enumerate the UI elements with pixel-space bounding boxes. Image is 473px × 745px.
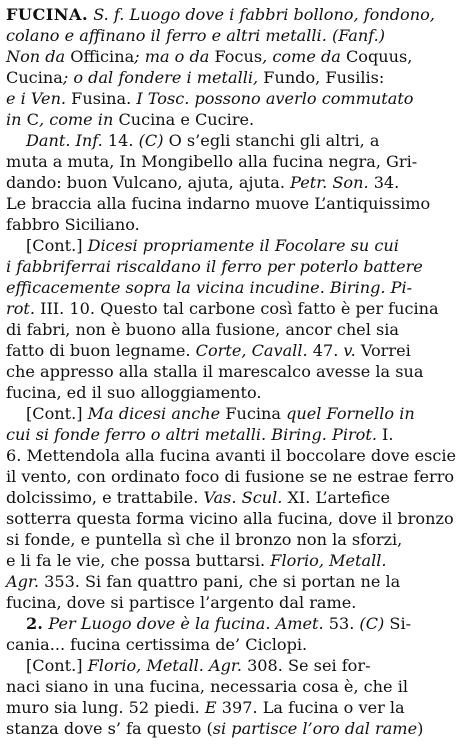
- text-segment: , come da: [262, 47, 346, 66]
- text-segment: , come in: [38, 110, 119, 129]
- text-segment: 397. La fucina o ver la: [216, 698, 405, 717]
- text-line: [6, 571, 467, 592]
- text-segment: 53.: [323, 614, 360, 633]
- text-segment: sotterra questa forma vicino alla fucina, dove il bronzo: [6, 509, 454, 528]
- text-segment: ): [417, 719, 424, 738]
- text-segment: Fucina: [225, 404, 287, 423]
- text-segment: Dant. Inf.: [26, 131, 103, 150]
- text-segment: 308. Se sei for-: [241, 656, 371, 675]
- text-line: [6, 340, 467, 361]
- text-line: [6, 109, 467, 130]
- text-line: [6, 256, 467, 277]
- text-segment: ; ma o da: [134, 47, 215, 66]
- text-segment: fucina, ed il suo alloggiamento.: [6, 383, 262, 402]
- text-line: [6, 487, 467, 508]
- text-segment: 14.: [102, 131, 139, 150]
- text-line: [6, 718, 467, 739]
- text-segment: cui si fonde ferro o altri metalli. Biring. Pirot.: [6, 425, 377, 444]
- text-segment: Officina: [70, 47, 135, 66]
- text-segment: quel Fornello in: [286, 404, 415, 423]
- text-segment: Per Luogo dove è la fucina. Amet.: [48, 614, 324, 633]
- text-segment: colano e affinano il ferro e altri metalli. (Fanf.): [6, 26, 386, 45]
- text-segment: di fabri, non è buono alla fusione, ancor chel sia: [6, 320, 399, 339]
- text-segment: i fabbriferrai riscaldano il ferro per poterlo battere: [6, 257, 423, 276]
- text-segment: Si-: [384, 614, 412, 633]
- text-segment: muro sia lung. 52 piedi.: [6, 698, 205, 717]
- text-segment: ,: [407, 47, 413, 66]
- text-segment: rot.: [6, 299, 35, 318]
- text-segment: fabbro Siciliano.: [6, 215, 140, 234]
- text-line: [6, 172, 467, 193]
- text-line: [6, 361, 467, 382]
- text-segment: fucina, dove si partisce l’argento dal rame.: [6, 593, 357, 612]
- text-segment: [Cont.]: [26, 656, 88, 675]
- text-segment: Florio, Metall. Agr.: [87, 656, 242, 675]
- text-segment: E: [204, 698, 217, 717]
- text-line: [6, 130, 467, 151]
- text-line: [6, 298, 467, 319]
- text-segment: in: [6, 110, 27, 129]
- text-line: [6, 403, 467, 424]
- text-segment: stanza dove s’ fa questo (: [6, 719, 213, 738]
- text-segment: muta a muta, In Mongibello alla fucina negra, Gri-: [6, 152, 418, 171]
- text-segment: (C): [138, 131, 164, 150]
- text-line: [6, 46, 467, 67]
- text-segment: O s’egli stanchi gli altri, a: [163, 131, 380, 150]
- text-line: [6, 655, 467, 676]
- text-line: [6, 67, 467, 88]
- text-line: [6, 466, 467, 487]
- text-segment: 34.: [368, 173, 400, 192]
- text-segment: Dicesi propriamente il Focolare su cui: [87, 236, 399, 255]
- text-line: [6, 214, 467, 235]
- text-segment: si partisce l’oro dal rame: [212, 719, 418, 738]
- text-segment: (C): [359, 614, 385, 633]
- text-segment: Agr.: [6, 572, 39, 591]
- text-line: [6, 4, 467, 25]
- text-line: [6, 697, 467, 718]
- text-segment: si fonde, e puntella sì che il bronzo non la sforzi,: [6, 530, 403, 549]
- text-segment: [Cont.]: [26, 236, 88, 255]
- text-segment: III. 10. Questo tal carbone così fatto è per fucina: [34, 299, 439, 318]
- text-line: [6, 88, 467, 109]
- text-segment: S. f. Luogo dove i fabbri bollono, fondono,: [88, 5, 435, 24]
- text-line: [6, 277, 467, 298]
- text-segment: Florio, Metall.: [270, 551, 387, 570]
- text-segment: Focus: [214, 47, 263, 66]
- text-line: [6, 634, 467, 655]
- text-segment: fatto di buon legname.: [6, 341, 196, 360]
- text-segment: Cucina e Cucire.: [118, 110, 255, 129]
- text-line: [6, 193, 467, 214]
- text-line: [6, 319, 467, 340]
- text-segment: XI. L’artefice: [282, 488, 391, 507]
- text-line: [6, 424, 467, 445]
- text-line: [6, 25, 467, 46]
- text-line: [6, 508, 467, 529]
- text-segment: Le braccia alla fucina indarno muove L’antiquissimo: [6, 194, 431, 213]
- text-line: [6, 235, 467, 256]
- text-line: [6, 151, 467, 172]
- text-segment: naci siano in una fucina, necessaria cosa è, che il: [6, 677, 408, 696]
- text-line: [6, 550, 467, 571]
- text-segment: Vorrei: [355, 341, 411, 360]
- text-segment: Vas. Scul.: [203, 488, 283, 507]
- text-segment: Ma dicesi anche: [87, 404, 226, 423]
- text-segment: FUCINA.: [6, 5, 89, 24]
- text-segment: dolcissimo, e trattabile.: [6, 488, 204, 507]
- text-segment: Coquus: [345, 47, 408, 66]
- text-segment: Fundo, Fusilis:: [263, 68, 385, 87]
- text-segment: Fusina.: [71, 89, 137, 108]
- text-line: [6, 613, 467, 634]
- text-segment: v.: [343, 341, 356, 360]
- text-line: [6, 676, 467, 697]
- dictionary-entry: [6, 4, 467, 739]
- text-segment: [Cont.]: [26, 404, 88, 423]
- text-segment: I Tosc. possono averlo commutato: [136, 89, 414, 108]
- text-line: [6, 445, 467, 466]
- text-segment: Corte, Cavall.: [195, 341, 308, 360]
- text-segment: C: [26, 110, 39, 129]
- text-line: [6, 382, 467, 403]
- text-segment: dando: buon Vulcano, ajuta, ajuta.: [6, 173, 291, 192]
- text-segment: il vento, con ordinato foco di fusione se ne estrae ferro: [6, 467, 455, 486]
- text-line: [6, 592, 467, 613]
- text-segment: I.: [376, 425, 394, 444]
- text-segment: efficacemente sopra la vicina incudine. Biring. Pi-: [6, 278, 413, 297]
- text-segment: che appresso alla stalla il marescalco avesse la sua: [6, 362, 424, 381]
- text-line: [6, 529, 467, 550]
- text-segment: cania... fucina certissima de’ Ciclopi.: [6, 635, 308, 654]
- text-segment: 353. Si fan quattro pani, che si portan ne la: [38, 572, 401, 591]
- text-segment: 6. Mettendola alla fucina avanti il boccolare dove escie: [6, 446, 457, 465]
- text-segment: 47.: [307, 341, 344, 360]
- text-segment: e i Ven.: [6, 89, 72, 108]
- text-segment: Cucina: [6, 68, 63, 87]
- text-segment: 2.: [26, 614, 49, 633]
- text-segment: Petr. Son.: [290, 173, 369, 192]
- text-segment: Non da: [6, 47, 71, 66]
- text-segment: e li fa le vie, che possa buttarsi.: [6, 551, 271, 570]
- text-segment: ; o dal fondere i metalli,: [62, 68, 264, 87]
